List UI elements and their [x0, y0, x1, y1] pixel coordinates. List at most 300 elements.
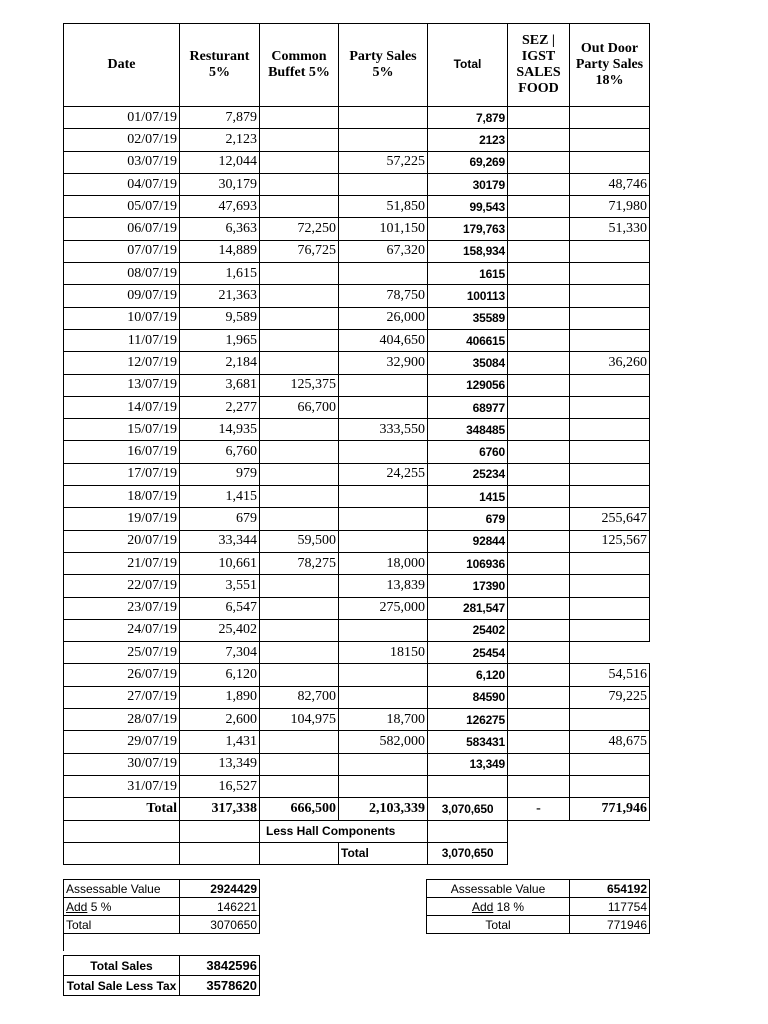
cell-total: 1415	[428, 486, 508, 508]
cell-date: 19/07/19	[64, 508, 180, 530]
cell-buffet	[260, 352, 339, 374]
table-row	[64, 263, 650, 285]
add-18-word: Add	[471, 899, 494, 914]
cell-party	[339, 664, 428, 686]
cell-outdoor	[570, 396, 650, 418]
cell-outdoor	[570, 463, 650, 485]
cell-party: 32,900	[339, 352, 428, 374]
cell-party	[339, 129, 428, 151]
cell-restaurant: 14,889	[180, 240, 260, 262]
cell-outdoor	[570, 263, 650, 285]
add-5-row	[64, 898, 260, 916]
cell-restaurant: 1,615	[180, 263, 260, 285]
cell-restaurant: 3,551	[180, 575, 260, 597]
cell-total: 25454	[428, 642, 508, 664]
cell-restaurant: 7,304	[180, 642, 260, 664]
cell-total: 7,879	[428, 107, 508, 129]
cell-buffet: 76,725	[260, 240, 339, 262]
cell-party	[339, 530, 428, 552]
cell-total: 17390	[428, 575, 508, 597]
total-sales-value: 3842596	[180, 956, 260, 976]
add-5-label	[64, 898, 180, 916]
sheet-body	[64, 107, 650, 798]
cell-party: 26,000	[339, 307, 428, 329]
add-18-percent: 18 %	[493, 899, 525, 914]
table-row	[64, 664, 650, 686]
cell-buffet	[260, 508, 339, 530]
cell-party	[339, 508, 428, 530]
add-5-value: 146221	[180, 898, 260, 916]
cell-sez	[508, 285, 570, 307]
cell-outdoor	[570, 329, 650, 351]
cell-outdoor	[570, 597, 650, 619]
less-hall-value	[428, 820, 508, 842]
final-total-value: 3,070,650	[428, 842, 508, 864]
less-hall-empty-1	[64, 820, 180, 842]
cell-outdoor	[570, 619, 650, 641]
less-hall-empty-2	[180, 820, 260, 842]
cell-restaurant: 3,681	[180, 374, 260, 396]
cell-party: 275,000	[339, 597, 428, 619]
cell-sez	[508, 240, 570, 262]
cell-party	[339, 374, 428, 396]
cell-outdoor	[570, 775, 650, 797]
cell-date: 21/07/19	[64, 552, 180, 574]
cell-buffet	[260, 419, 339, 441]
table-row	[64, 374, 650, 396]
table-row	[64, 575, 650, 597]
cell-total: 100113	[428, 285, 508, 307]
cell-date: 25/07/19	[64, 642, 180, 664]
cell-outdoor: 54,516	[570, 664, 650, 686]
cell-total: 348485	[428, 419, 508, 441]
cell-date: 14/07/19	[64, 396, 180, 418]
summary-table	[63, 955, 260, 996]
table-row	[64, 107, 650, 129]
final-empty-3	[260, 842, 339, 864]
cell-date: 24/07/19	[64, 619, 180, 641]
cell-party	[339, 775, 428, 797]
cell-date: 23/07/19	[64, 597, 180, 619]
less-hall-gap-2	[570, 820, 650, 842]
header-row	[64, 24, 650, 107]
cell-total: 126275	[428, 709, 508, 731]
cell-date: 12/07/19	[64, 352, 180, 374]
cell-outdoor: 125,567	[570, 530, 650, 552]
total-sales-label: Total Sales	[64, 956, 180, 976]
cell-total: 158,934	[428, 240, 508, 262]
spacer-5-cell	[64, 934, 180, 952]
cell-sez	[508, 352, 570, 374]
cell-date: 10/07/19	[64, 307, 180, 329]
cell-party: 333,550	[339, 419, 428, 441]
cell-total: 6760	[428, 441, 508, 463]
cell-restaurant: 6,760	[180, 441, 260, 463]
cell-restaurant: 12,044	[180, 151, 260, 173]
table-row	[64, 441, 650, 463]
cell-outdoor	[570, 151, 650, 173]
cell-total	[428, 775, 508, 797]
cell-sez	[508, 441, 570, 463]
assessable-18-value: 654192	[570, 880, 650, 898]
table-row	[64, 285, 650, 307]
totals-outdoor: 771,946	[570, 798, 650, 820]
assessable-5-row	[64, 880, 260, 898]
cell-date: 08/07/19	[64, 263, 180, 285]
final-gap-2	[570, 842, 650, 864]
less-hall-label: Less Hall Components	[260, 820, 428, 842]
totals-sez: -	[508, 798, 570, 820]
cell-date: 31/07/19	[64, 775, 180, 797]
assessable-5-value: 2924429	[180, 880, 260, 898]
cell-party	[339, 486, 428, 508]
cell-outdoor	[570, 419, 650, 441]
cell-party: 404,650	[339, 329, 428, 351]
table-row	[64, 151, 650, 173]
cell-sez	[508, 575, 570, 597]
table-row	[64, 352, 650, 374]
cell-restaurant: 47,693	[180, 196, 260, 218]
header-common-buffet: Common Buffet 5%	[260, 24, 339, 107]
cell-sez	[508, 731, 570, 753]
cell-total: 679	[428, 508, 508, 530]
cell-sez	[508, 419, 570, 441]
cell-total: 583431	[428, 731, 508, 753]
final-total-label: Total	[339, 842, 428, 864]
cell-restaurant: 21,363	[180, 285, 260, 307]
cell-total: 84590	[428, 686, 508, 708]
cell-outdoor	[570, 486, 650, 508]
cell-outdoor	[570, 240, 650, 262]
cell-party	[339, 753, 428, 775]
table-row	[64, 196, 650, 218]
cell-outdoor	[570, 552, 650, 574]
cell-sez	[508, 374, 570, 396]
cell-outdoor	[570, 374, 650, 396]
totals-restaurant: 317,338	[180, 798, 260, 820]
cell-party: 51,850	[339, 196, 428, 218]
cell-buffet	[260, 597, 339, 619]
cell-sez	[508, 129, 570, 151]
cell-buffet	[260, 486, 339, 508]
cell-party	[339, 441, 428, 463]
cell-restaurant: 679	[180, 508, 260, 530]
assessable-18-label: Assessable Value	[427, 880, 570, 898]
cell-buffet	[260, 575, 339, 597]
cell-party: 57,225	[339, 151, 428, 173]
add-18-label	[427, 898, 570, 916]
cell-buffet	[260, 129, 339, 151]
totals-buffet: 666,500	[260, 798, 339, 820]
final-empty-2	[180, 842, 260, 864]
cell-date: 18/07/19	[64, 486, 180, 508]
cell-sez	[508, 151, 570, 173]
cell-outdoor	[570, 441, 650, 463]
cell-buffet	[260, 285, 339, 307]
cell-buffet: 66,700	[260, 396, 339, 418]
cell-sez	[508, 307, 570, 329]
cell-restaurant: 2,277	[180, 396, 260, 418]
cell-sez	[508, 664, 570, 686]
total-18-row	[427, 916, 650, 934]
cell-buffet: 104,975	[260, 709, 339, 731]
cell-date: 29/07/19	[64, 731, 180, 753]
cell-buffet: 78,275	[260, 552, 339, 574]
assessable-18-table	[426, 879, 650, 934]
cell-buffet	[260, 329, 339, 351]
cell-total: 99,543	[428, 196, 508, 218]
cell-buffet	[260, 731, 339, 753]
cell-outdoor	[570, 129, 650, 151]
table-row	[64, 173, 650, 195]
table-row	[64, 597, 650, 619]
cell-outdoor	[570, 107, 650, 129]
cell-date: 20/07/19	[64, 530, 180, 552]
cell-buffet	[260, 173, 339, 195]
cell-total: 35084	[428, 352, 508, 374]
total-5-value: 3070650	[180, 916, 260, 934]
cell-outdoor	[570, 307, 650, 329]
cell-buffet	[260, 441, 339, 463]
total-sales-row	[64, 956, 260, 976]
cell-restaurant: 6,120	[180, 664, 260, 686]
cell-outdoor	[570, 642, 650, 664]
final-empty-1	[64, 842, 180, 864]
cell-date: 11/07/19	[64, 329, 180, 351]
cell-total: 281,547	[428, 597, 508, 619]
totals-row	[64, 798, 650, 820]
cell-restaurant: 6,363	[180, 218, 260, 240]
cell-total: 179,763	[428, 218, 508, 240]
cell-sez	[508, 263, 570, 285]
table-row	[64, 731, 650, 753]
cell-sez	[508, 552, 570, 574]
header-party-sales: Party Sales 5%	[339, 24, 428, 107]
cell-restaurant: 25,402	[180, 619, 260, 641]
cell-outdoor: 48,746	[570, 173, 650, 195]
cell-date: 22/07/19	[64, 575, 180, 597]
cell-buffet: 72,250	[260, 218, 339, 240]
table-row	[64, 396, 650, 418]
cell-date: 16/07/19	[64, 441, 180, 463]
cell-date: 03/07/19	[64, 151, 180, 173]
cell-total: 25234	[428, 463, 508, 485]
cell-outdoor: 36,260	[570, 352, 650, 374]
cell-sez	[508, 463, 570, 485]
totals-label: Total	[64, 798, 180, 820]
cell-buffet	[260, 619, 339, 641]
cell-restaurant: 1,965	[180, 329, 260, 351]
cell-buffet	[260, 107, 339, 129]
add-5-word: Add	[66, 899, 88, 914]
header-total: Total	[428, 24, 508, 107]
spacer-5-cell-2	[180, 934, 260, 952]
cell-date: 02/07/19	[64, 129, 180, 151]
totals-party: 2,103,339	[339, 798, 428, 820]
cell-buffet: 125,375	[260, 374, 339, 396]
cell-sez	[508, 530, 570, 552]
add-5-percent: 5 %	[87, 899, 112, 914]
cell-date: 26/07/19	[64, 664, 180, 686]
add-18-value: 117754	[570, 898, 650, 916]
table-row	[64, 419, 650, 441]
assessable-5-label: Assessable Value	[64, 880, 180, 898]
table-row	[64, 463, 650, 485]
table-row	[64, 642, 650, 664]
cell-sez	[508, 107, 570, 129]
cell-outdoor	[570, 575, 650, 597]
cell-date: 01/07/19	[64, 107, 180, 129]
totals-total: 3,070,650	[428, 798, 508, 820]
cell-sez	[508, 486, 570, 508]
cell-party: 13,839	[339, 575, 428, 597]
cell-party: 101,150	[339, 218, 428, 240]
cell-sez	[508, 329, 570, 351]
cell-sez	[508, 173, 570, 195]
cell-party: 18,700	[339, 709, 428, 731]
cell-total: 129056	[428, 374, 508, 396]
cell-date: 30/07/19	[64, 753, 180, 775]
cell-date: 09/07/19	[64, 285, 180, 307]
cell-restaurant: 6,547	[180, 597, 260, 619]
cell-buffet	[260, 642, 339, 664]
cell-buffet	[260, 151, 339, 173]
cell-outdoor: 79,225	[570, 686, 650, 708]
table-row	[64, 218, 650, 240]
cell-outdoor	[570, 753, 650, 775]
total-18-value: 771946	[570, 916, 650, 934]
cell-total: 35589	[428, 307, 508, 329]
cell-buffet: 59,500	[260, 530, 339, 552]
cell-date: 05/07/19	[64, 196, 180, 218]
spacer-5-row	[64, 934, 260, 952]
table-row	[64, 709, 650, 731]
cell-restaurant: 7,879	[180, 107, 260, 129]
table-row	[64, 129, 650, 151]
total-5-label: Total	[64, 916, 180, 934]
cell-restaurant: 13,349	[180, 753, 260, 775]
cell-outdoor: 51,330	[570, 218, 650, 240]
cell-party	[339, 107, 428, 129]
cell-sez	[508, 686, 570, 708]
cell-sez	[508, 508, 570, 530]
header-restaurant: Resturant 5%	[180, 24, 260, 107]
cell-total: 92844	[428, 530, 508, 552]
cell-total: 30179	[428, 173, 508, 195]
cell-restaurant: 1,890	[180, 686, 260, 708]
cell-restaurant: 14,935	[180, 419, 260, 441]
less-tax-value: 3578620	[180, 976, 260, 996]
cell-total: 2123	[428, 129, 508, 151]
cell-date: 27/07/19	[64, 686, 180, 708]
total-5-row	[64, 916, 260, 934]
cell-outdoor: 71,980	[570, 196, 650, 218]
cell-total: 69,269	[428, 151, 508, 173]
cell-date: 17/07/19	[64, 463, 180, 485]
cell-total: 25402	[428, 619, 508, 641]
cell-restaurant: 1,415	[180, 486, 260, 508]
cell-outdoor	[570, 709, 650, 731]
cell-party: 67,320	[339, 240, 428, 262]
cell-buffet	[260, 775, 339, 797]
cell-total: 13,349	[428, 753, 508, 775]
cell-party	[339, 686, 428, 708]
cell-party: 78,750	[339, 285, 428, 307]
cell-buffet	[260, 463, 339, 485]
cell-party	[339, 173, 428, 195]
cell-total: 406615	[428, 329, 508, 351]
table-row	[64, 686, 650, 708]
header-sez: SEZ | IGST SALES FOOD	[508, 24, 570, 107]
table-row	[64, 552, 650, 574]
cell-restaurant: 2,600	[180, 709, 260, 731]
final-total-row	[64, 842, 650, 864]
cell-party: 24,255	[339, 463, 428, 485]
less-hall-row	[64, 820, 650, 842]
cell-buffet	[260, 307, 339, 329]
less-hall-gap-1	[508, 820, 570, 842]
cell-buffet	[260, 196, 339, 218]
table-row	[64, 329, 650, 351]
header-outdoor: Out Door Party Sales 18%	[570, 24, 650, 107]
cell-total: 68977	[428, 396, 508, 418]
table-row	[64, 775, 650, 797]
header-date: Date	[64, 24, 180, 107]
cell-party: 18,000	[339, 552, 428, 574]
cell-party: 18150	[339, 642, 428, 664]
cell-date: 06/07/19	[64, 218, 180, 240]
cell-sez	[508, 597, 570, 619]
cell-sez	[508, 753, 570, 775]
cell-date: 13/07/19	[64, 374, 180, 396]
table-row	[64, 486, 650, 508]
cell-restaurant: 16,527	[180, 775, 260, 797]
cell-date: 28/07/19	[64, 709, 180, 731]
cell-restaurant: 1,431	[180, 731, 260, 753]
cell-buffet	[260, 664, 339, 686]
cell-buffet	[260, 753, 339, 775]
cell-total: 6,120	[428, 664, 508, 686]
assessable-5-table	[63, 879, 260, 951]
cell-restaurant: 30,179	[180, 173, 260, 195]
sales-register-table	[63, 23, 650, 865]
cell-sez	[508, 396, 570, 418]
table-row	[64, 530, 650, 552]
assessable-18-row	[427, 880, 650, 898]
table-row	[64, 619, 650, 641]
cell-outdoor	[570, 285, 650, 307]
cell-party	[339, 396, 428, 418]
less-tax-row	[64, 976, 260, 996]
cell-restaurant: 10,661	[180, 552, 260, 574]
cell-sez	[508, 642, 570, 664]
cell-party: 582,000	[339, 731, 428, 753]
cell-restaurant: 2,184	[180, 352, 260, 374]
cell-buffet	[260, 263, 339, 285]
cell-sez	[508, 196, 570, 218]
cell-total: 1615	[428, 263, 508, 285]
cell-date: 04/07/19	[64, 173, 180, 195]
cell-party	[339, 263, 428, 285]
cell-sez	[508, 775, 570, 797]
total-18-label: Total	[427, 916, 570, 934]
cell-sez	[508, 619, 570, 641]
cell-buffet: 82,700	[260, 686, 339, 708]
cell-restaurant: 9,589	[180, 307, 260, 329]
cell-outdoor: 48,675	[570, 731, 650, 753]
cell-date: 15/07/19	[64, 419, 180, 441]
cell-sez	[508, 709, 570, 731]
